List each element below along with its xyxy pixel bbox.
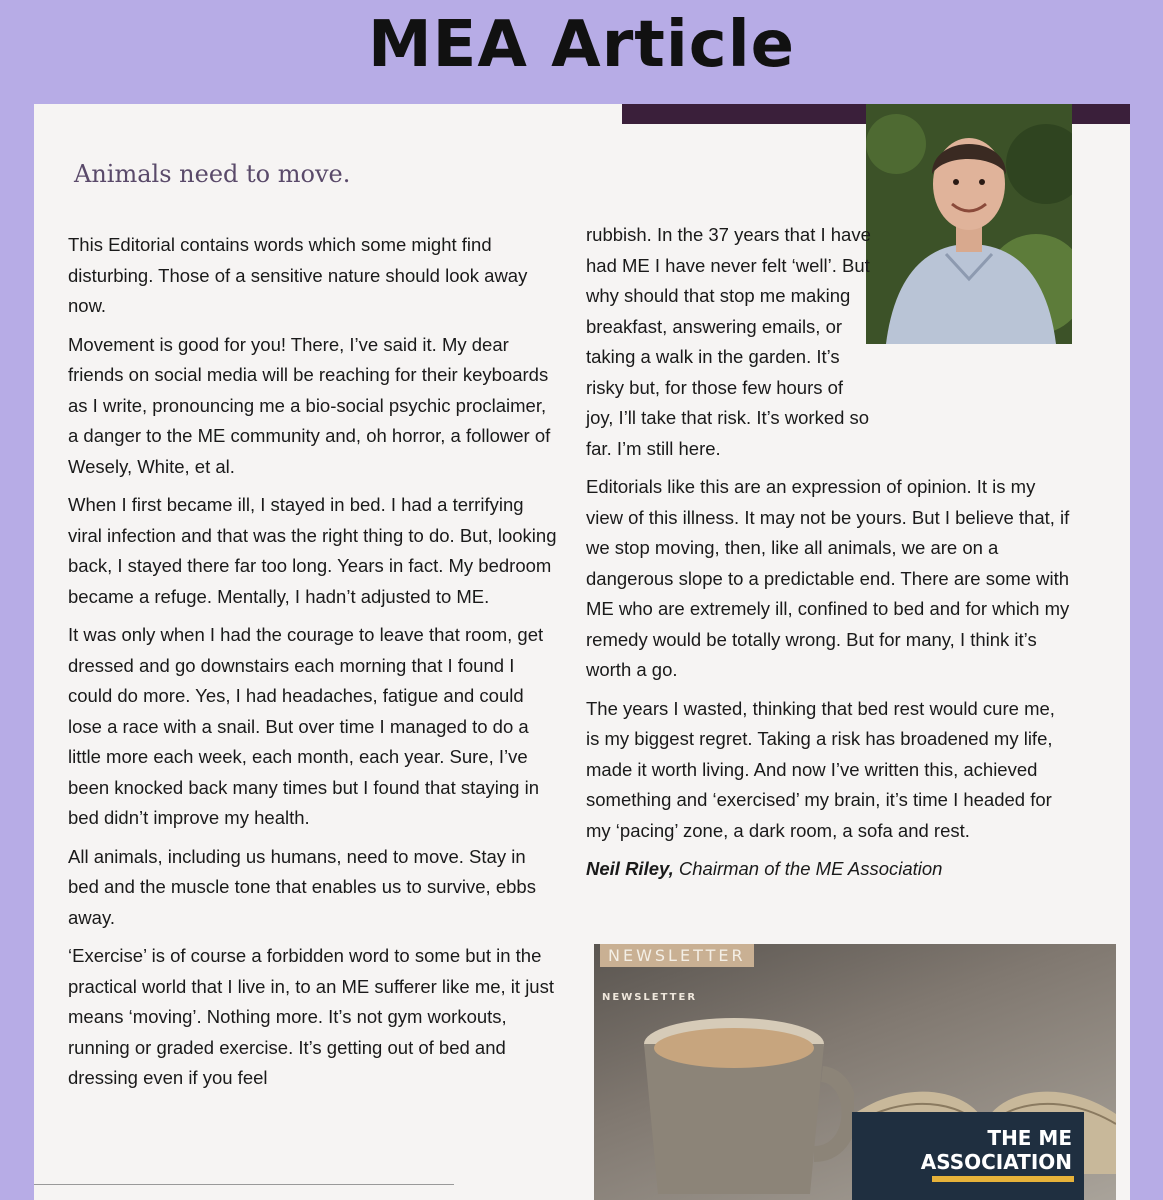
- paragraph: ‘Exercise’ is of course a forbidden word to some but in the practical world that I live in, to an ME sufferer like me, it just means ‘moving’. Nothing more. It’s not gym workouts, running or graded exercise. It’s getting out of bed and dressing even if you feel: [68, 945, 554, 1088]
- author-role: Chairman of the ME Association: [678, 858, 943, 879]
- paragraph: When I first became ill, I stayed in bed. I had a terrifying viral infection and that was the right thing to do. But, looking back, I stayed there far too long. Years in fact. My bedroom became a refuge. Mentally, I hadn’t adjusted to ME.: [68, 494, 557, 607]
- author-signature: [586, 854, 1072, 885]
- photo-spacer: [884, 210, 1106, 446]
- paragraph: Editorials like this are an expression of opinion. It is my view of this illness. It may not be yours. But I believe that, if we stop moving, then, like all animals, we are on a dangerous slope to a predictable end. There are some with ME who are extremely ill, confined to bed and for which my remedy would be totally wrong. But for many, I think it’s worth a go.: [586, 476, 1070, 680]
- paragraph: It was only when I had the courage to leave that room, get dressed and go downstairs each morning that I found I could do more. Yes, I had headaches, fatigue and could lose a race with a snail. But over time I managed to do a little more each week, each month, each year. Sure, I’ve been knocked back many times but I found that staying in bed didn’t improve my health.: [68, 624, 544, 828]
- assoc-underline: [932, 1176, 1074, 1182]
- newsletter-small-label: NEWSLETTER: [602, 992, 698, 1003]
- assoc-line2: ASSOCIATION: [920, 1150, 1072, 1174]
- footer-rule: [34, 1184, 454, 1185]
- assoc-line1: THE ME: [987, 1126, 1072, 1150]
- banner-title: MEA Article: [367, 8, 796, 82]
- paragraph: The years I wasted, thinking that bed rest would cure me, is my biggest regret. Taking a risk has broadened my life, made it worth living. And now I’ve written this, achieved something and ‘exercised’ my brain, it’s time I headed for my ‘pacing’ zone, a dark room, a sofa and rest.: [586, 697, 1055, 841]
- magazine-page: [34, 104, 1130, 1200]
- article-column-right: [586, 220, 1072, 893]
- me-association-badge: [852, 1112, 1084, 1200]
- paragraph: rubbish. In the 37 years that I have had ME I have never felt ‘well’. But why should that stop me making breakfast, answering emails, or taking a walk in the garden. It’s risky but, for those few hours of joy, I’ll take that risk. It’s worked so far. I’m still here.: [586, 224, 871, 459]
- author-name: Neil Riley,: [586, 858, 674, 879]
- article-column-left: [68, 230, 560, 1102]
- paragraph: All animals, including us humans, need to move. Stay in bed and the muscle tone that enables us to survive, ebbs away.: [68, 845, 536, 928]
- paragraph: Movement is good for you! There, I’ve said it. My dear friends on social media will be reaching for their keyboards as I write, pronouncing me a bio-social psychic proclaimer, a danger to the ME community and, oh horror, a follower of Wesely, White, et al.: [68, 333, 551, 477]
- paragraph: This Editorial contains words which some might find disturbing. Those of a sensitive nature should look away now.: [68, 234, 528, 316]
- newsletter-label: NEWSLETTER: [600, 944, 754, 967]
- newsletter-cover: [594, 944, 1116, 1200]
- article-headline: Animals need to move.: [74, 160, 351, 188]
- coffee-mug-image: [634, 1004, 854, 1200]
